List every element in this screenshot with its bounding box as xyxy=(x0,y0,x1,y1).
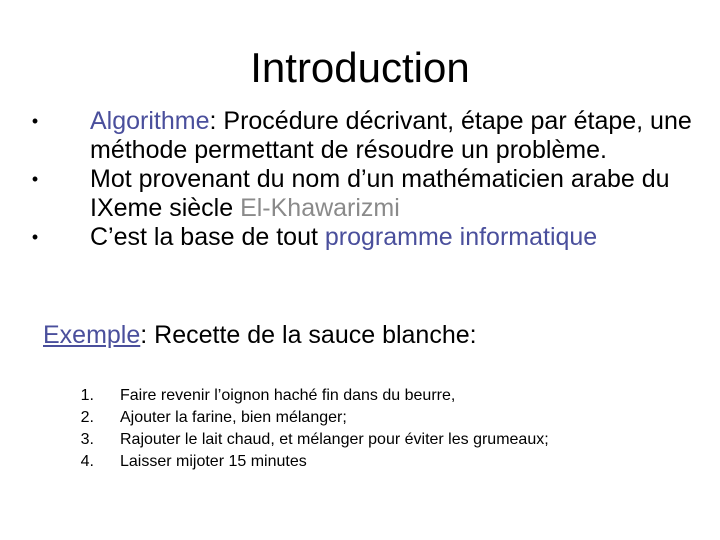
step-number: 3. xyxy=(80,431,94,448)
example-link[interactable]: Exemple xyxy=(43,321,141,349)
bullet-item-origin xyxy=(28,165,698,223)
bullet-item-algorithme xyxy=(28,107,698,165)
bullet-dot-icon: • xyxy=(31,111,39,131)
step-text: Faire revenir l’oignon haché fin dans du beurre, xyxy=(120,387,456,404)
bullet-list xyxy=(28,107,698,252)
example-heading xyxy=(43,318,477,352)
bullet-text: Mot provenant du nom d’un mathématicien arabe du IXeme siècle xyxy=(90,165,670,222)
step-number: 2. xyxy=(80,409,94,426)
list-item xyxy=(66,451,549,473)
bullet-text: : Procédure décrivant, étape par étape, une méthode permettant de résoudre un problème. xyxy=(90,107,692,164)
step-number: 1. xyxy=(80,387,94,404)
step-text: Rajouter le lait chaud, et mélanger pour éviter les grumeaux; xyxy=(120,431,549,448)
list-item xyxy=(66,385,549,407)
name-el-khawarizmi: El-Khawarizmi xyxy=(240,194,400,222)
step-number: 4. xyxy=(80,453,94,470)
step-text: Ajouter la farine, bien mélanger; xyxy=(120,409,347,426)
recipe-steps xyxy=(66,385,549,473)
bullet-item-base xyxy=(28,223,698,252)
example-text: : Recette de la sauce blanche: xyxy=(140,321,477,349)
term-algorithme: Algorithme xyxy=(90,107,210,135)
list-item xyxy=(66,407,549,429)
list-item xyxy=(66,429,549,451)
slide-title: Introduction xyxy=(250,44,470,91)
bullet-dot-icon: • xyxy=(31,169,39,189)
bullet-dot-icon: • xyxy=(31,227,39,247)
step-text: Laisser mijoter 15 minutes xyxy=(120,453,307,470)
bullet-text: C’est la base de tout xyxy=(90,223,325,251)
term-programme-informatique: programme informatique xyxy=(324,223,598,251)
